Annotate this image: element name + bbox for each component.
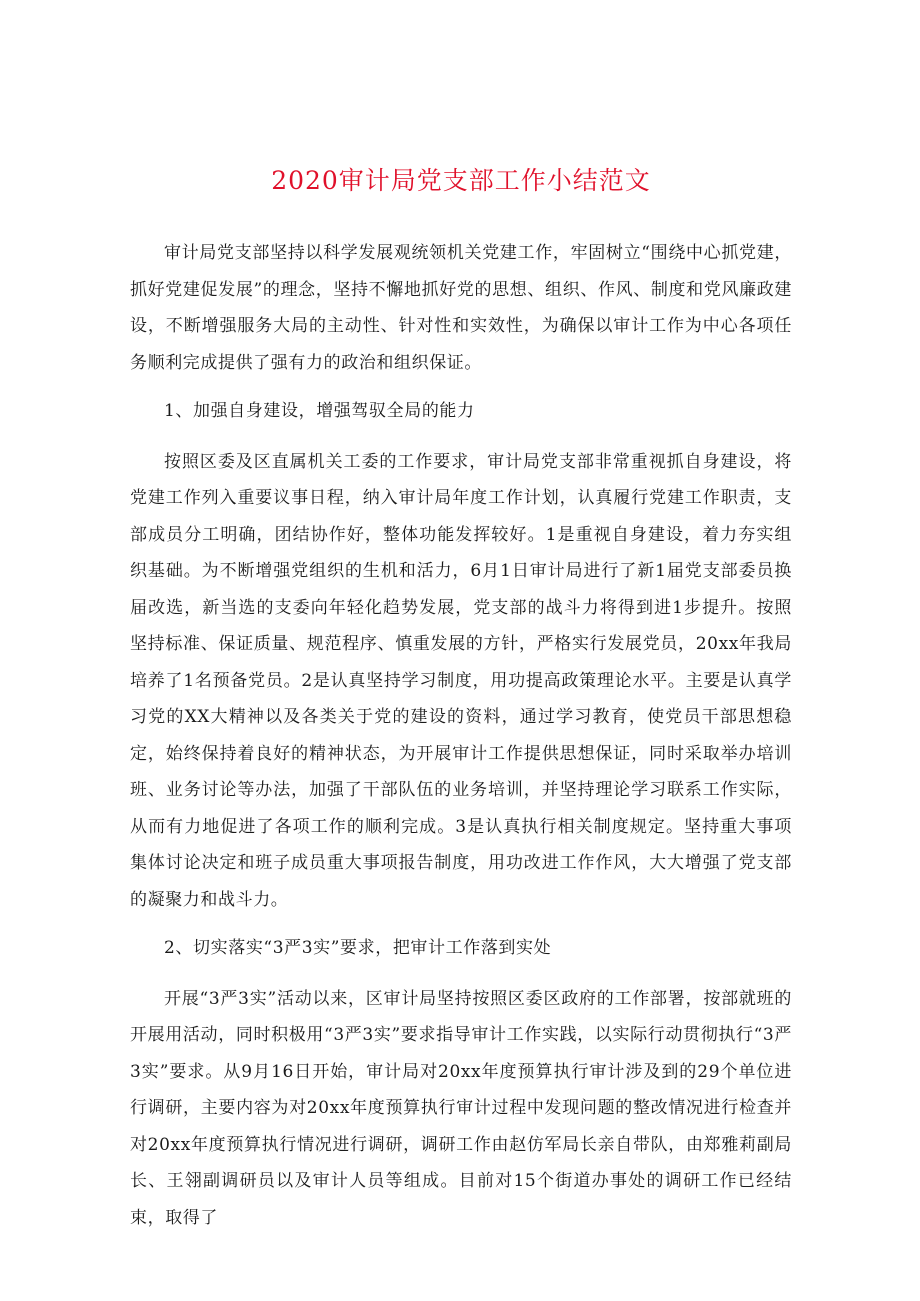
section-2-paragraph: 开展“3严3实”活动以来，区审计局坚持按照区委区政府的工作部署，按部就班的开展用活动，同时积极用“3严3实”要求指导审计工作实践，以实际行动贯彻执行“3严3实”要求。从9月16日开始，审计局对20xx年度预算执行审计涉及到的29个单位进行调研，主要内容为对20xx年度预算执行审计过程中发现问题的整改情况进行检查并对20xx年度预算执行情况进行调研，调研工作由赵仿军局长亲自带队，由郑雅莉副局长、王翎副调研员以及审计人员等组成。目前对15个街道办事处的调研工作已经结束，取得了 [130,988,792,1228]
document-title: 2020审计局党支部工作小结范文 [271,166,651,195]
spacer [130,918,792,930]
section-heading-2: 2、切实落实“3严3实”要求，把审计工作落到实处 [164,938,552,958]
document-body [130,235,792,1236]
section-1-paragraph: 按照区委及区直属机关工委的工作要求，审计局党支部非常重视抓自身建设，将党建工作列入重要议事日程，纳入审计局年度工作计划，认真履行党建工作职责，支部成员分工明确，团结协作好，整体功能发挥较好。1是重视自身建设，着力夯实组织基础。为不断增强党组织的生机和活力，6月1日审计局进行了新1届党支部委员换届改选，新当选的支委向年轻化趋势发展，党支部的战斗力将得到进1步提升。按照坚持标准、保证质量、规范程序、慎重发展的方针，严格实行发展党员，20xx年我局培养了1名预备党员。2是认真坚持学习制度，用功提高政策理论水平。主要是认真学习党的XX大精神以及各类关于党的建设的资料，通过学习教育，使党员干部思想稳定，始终保持着良好的精神状态，为开展审计工作提供思想保证，同时采取举办培训班、业务讨论等办法，加强了干部队伍的业务培训，并坚持理论学习联系工作实际，从而有力地促进了各项工作的顺利完成。3是认真执行相关制度规定。坚持重大事项集体讨论决定和班子成员重大事项报告制度，用功改进工作作风，大大增强了党支部的凝聚力和战斗力。 [130,451,792,910]
intro-paragraph: 审计局党支部坚持以科学发展观统领机关党建工作，牢固树立“围绕中心抓党建，抓好党建促发展”的理念，坚持不懈地抓好党的思想、组织、作风、制度和党风廉政建设，不断增强服务大局的主动性、针对性和实效性，为确保以审计工作为中心各项任务顺利完成提供了强有力的政治和组织保证。 [130,243,792,373]
spacer [130,430,792,444]
section-heading-1: 1、加强自身建设，增强驾驭全局的能力 [164,401,475,421]
spacer [130,967,792,981]
spacer [130,381,792,393]
